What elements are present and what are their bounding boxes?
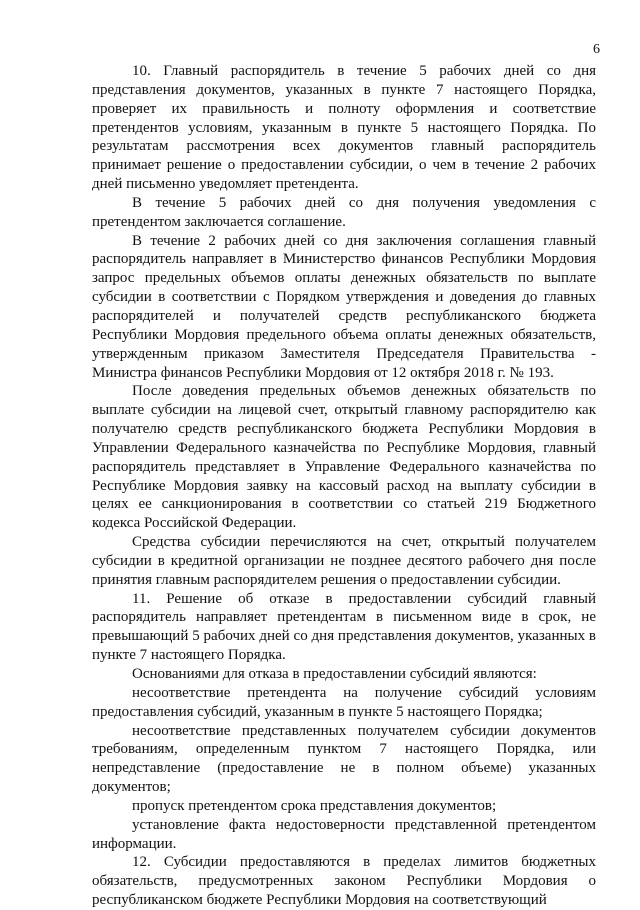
page-number: 6 [593,42,600,57]
paragraph-12-limits: 12. Субсидии предоставляются в пределах лимитов бюджетных обязательств, предусмотренных законом Республики Мордовия о республиканском бюджете Республики Мордовия на соответствующий [92,854,596,909]
paragraph-refusal-grounds: Основаниями для отказа в предоставлении субсидий являются: [132,666,537,682]
paragraph-ground-conditions: несоответствие претендента на получение субсидий условиям предоставления субсидий, указанным в пункте 5 настоящего Порядка; [92,684,596,720]
document-body [92,62,596,910]
paragraph-funds-transfer: Средства субсидии перечисляются на счет, открытый получателем субсидии в кредитной организации не позднее десятого рабочего дня после принятия главным распорядителем решения о предоставлении субсидии. [92,534,596,588]
paragraph-ground-documents: несоответствие представленных получателем субсидии документов требованиям, определенным пунктом 7 настоящего Порядка, или непредставление (предоставление не в полном объеме) указанных документов; [92,722,596,796]
paragraph-limits-request: В течение 2 рабочих дней со дня заключения соглашения главный распорядитель направляет в Министерство финансов Республики Мордовия запрос предельных объемов оплаты денежных обязательств по выплате субсидии в соответствии с Порядком утверждения и доведения до главных распорядителей и получателей средств республиканского бюджета Республики Мордовия предельного объема оплаты денежных обязательств, утвержденным приказом Заместителя Председателя Правительства - Министра финансов Республики Мордовия от 12 октября 2018 г. № 193. [92,232,596,381]
paragraph-ground-deadline: пропуск претендентом срока представления документов; [132,797,497,814]
paragraph-ground-false-info: установление факта недостоверности представленной претендентом информации. [92,816,596,852]
paragraph-agreement: В течение 5 рабочих дней со дня получения уведомления с претендентом заключается соглашение. [92,194,596,230]
paragraph-10-review: 10. Главный распорядитель в течение 5 рабочих дней со дня представления документов, указанных в пункте 7 настоящего Порядка, проверяет их правильность и полноту оформления и соответствие претендентов условиям, указанным в пункте 5 настоящего Порядка. По результатам рассмотрения всех документов главный распорядитель принимает решение о предоставлении субсидии, о чем в течение 2 рабочих дней письменно уведомляет претендента. [92,63,596,193]
paragraph-treasury-request: После доведения предельных объемов денежных обязательств по выплате субсидии на лицевой счет, открытый главному распорядителю как получателю средств республиканского бюджета Республики Мордовия в Управлении Федерального казначейства по Республике Мордовия, главный распорядитель представляет в Управление Федерального казначейства по Республике Мордовия заявку на кассовый расход на выплату субсидии в целях ее санкционирования в соответствии со статьей 219 Бюджетного кодекса Российской Федерации. [92,383,596,532]
paragraph-11-refusal: 11. Решение об отказе в предоставлении субсидий главный распорядитель направляет претендентам в письменном виде в срок, не превышающий 5 рабочих дней со дня представления документов, указанных в пункте 7 настоящего Порядка. [92,590,596,664]
